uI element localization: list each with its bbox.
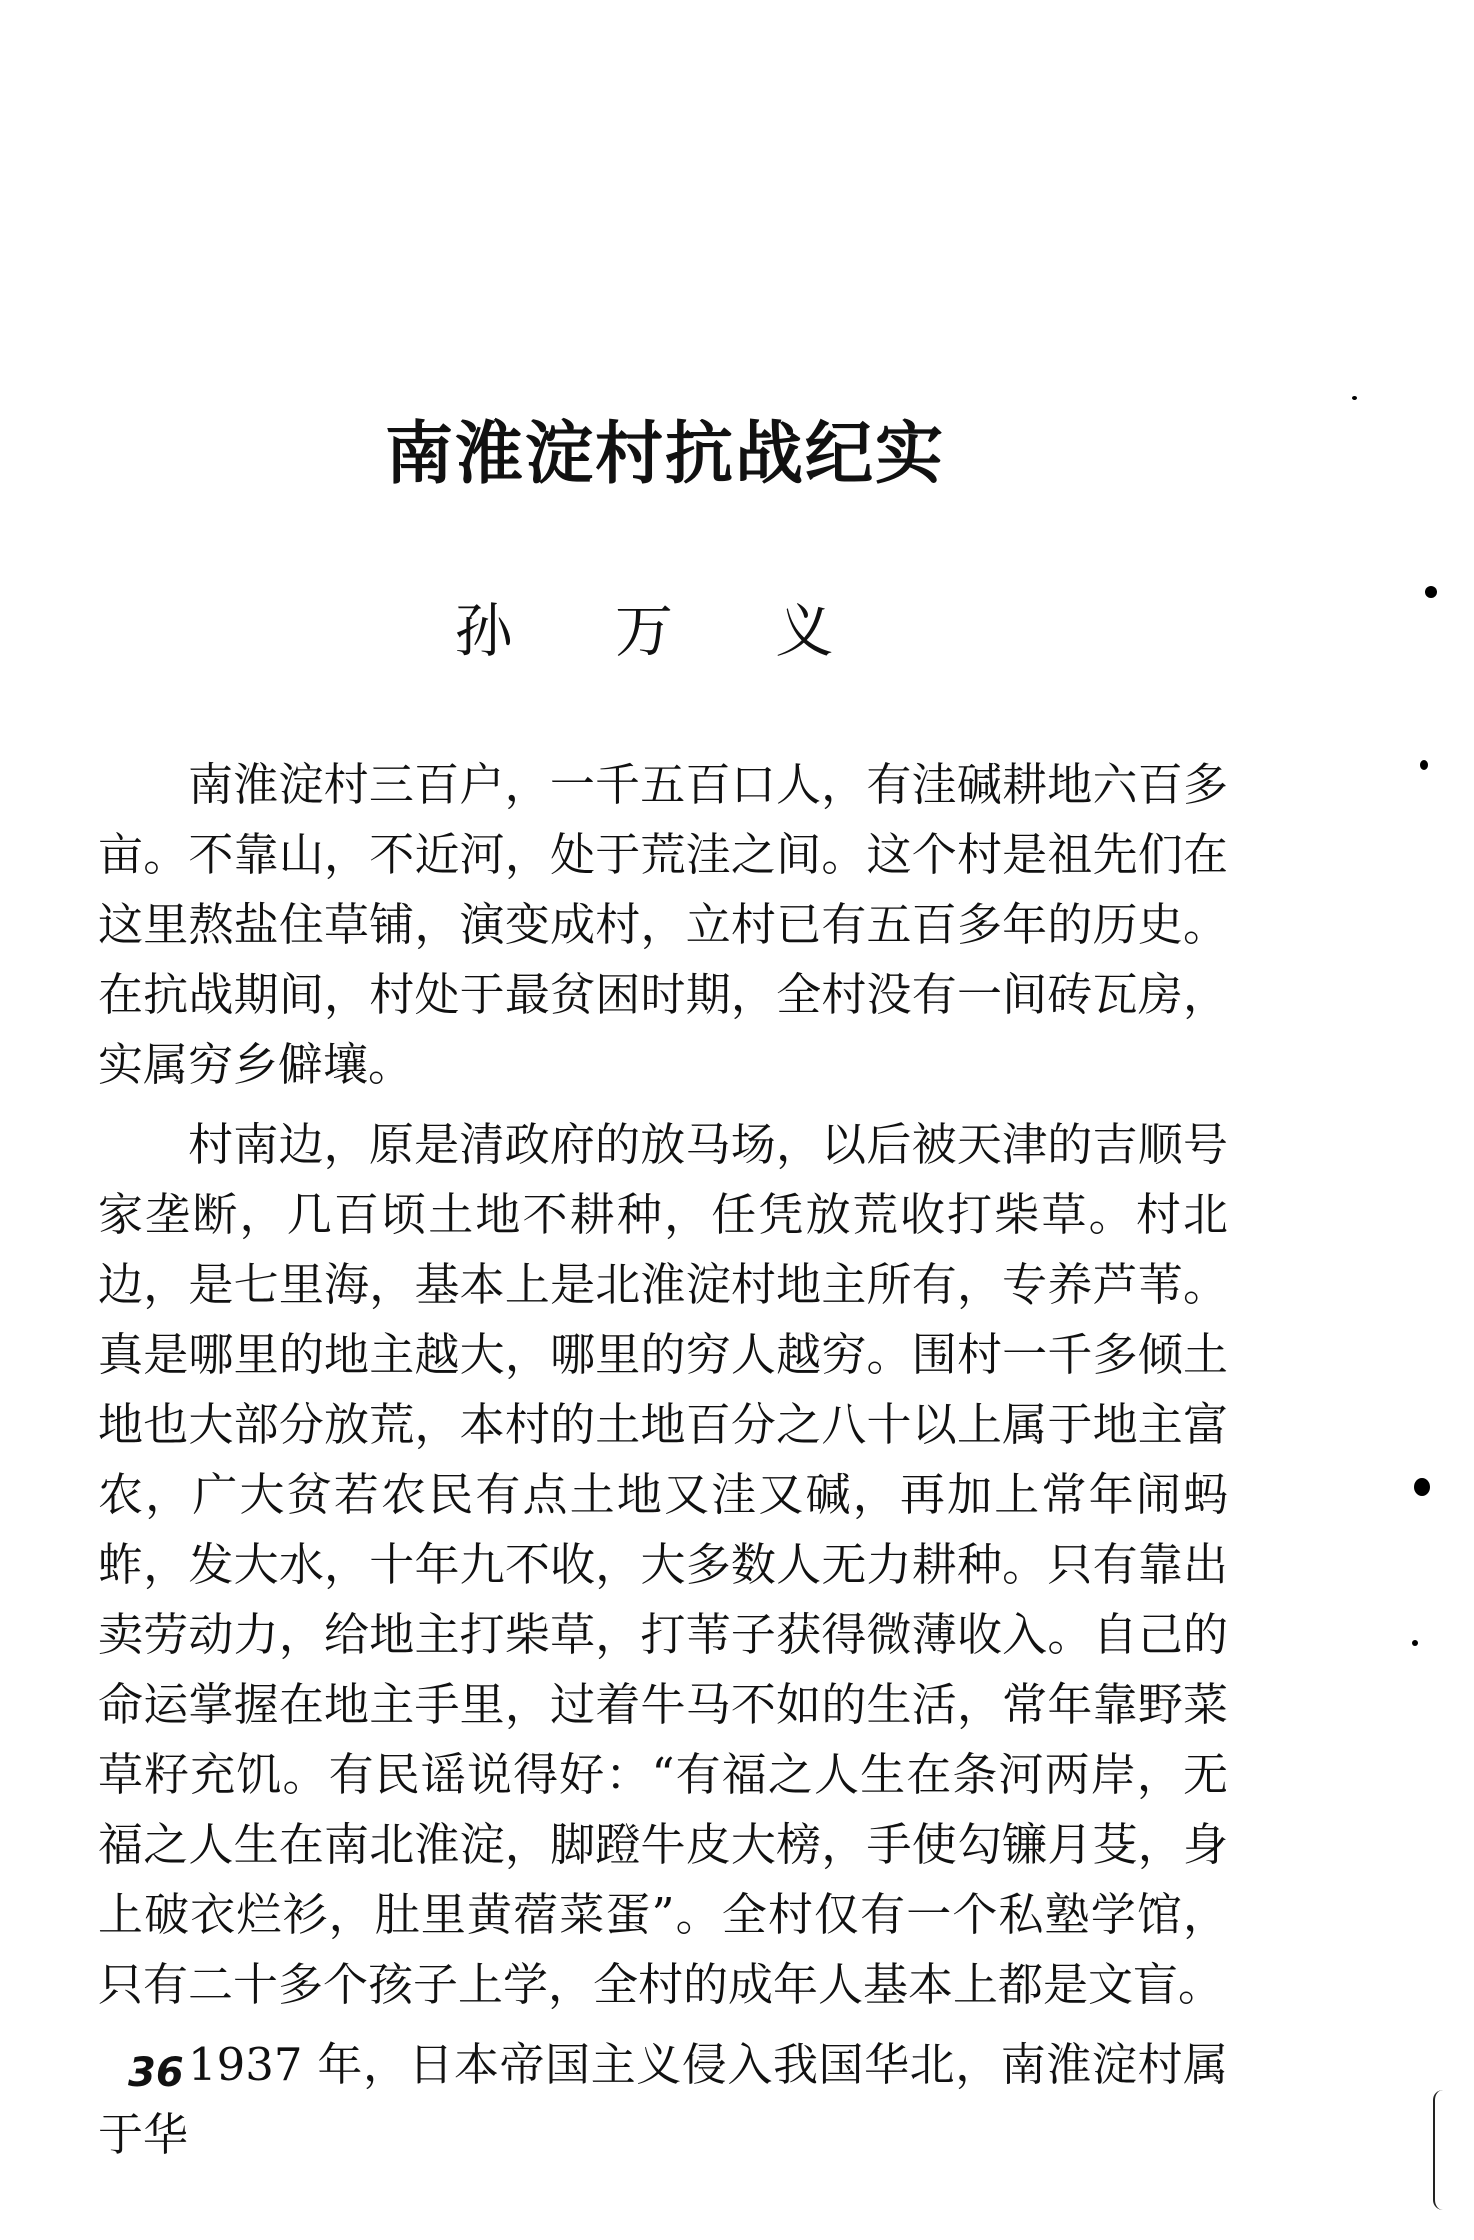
article-title: 南淮淀村抗战纪实	[384, 415, 945, 494]
scan-speck	[1425, 586, 1437, 598]
scan-speck	[1352, 396, 1357, 400]
scan-speck	[1414, 1478, 1430, 1496]
margin-bracket-mark	[1433, 2090, 1445, 2210]
scan-speck	[1412, 1640, 1418, 1646]
page-number: 36	[128, 2050, 184, 2096]
paragraph: 村南边，原是清政府的放马场，以后被天津的吉顺号家垄断，几百顷土地不耕种，任凭放荒收打柴草。村北边，是七里海，基本上是北淮淀村地主所有，专养芦苇。真是哪里的地主越大，哪里的穷人越穷。围村一千多倾土地也大部分放荒，本村的土地百分之八十以上属于地主富农，广大贫若农民有点土地又洼又碱，再加上常年闹蚂蚱，发大水，十年九不收，大多数人无力耕种。只有靠出卖劳动力，给地主打柴草，打苇子获得微薄收入。自己的命运掌握在地主手里，过着牛马不如的生活，常年靠野菜草籽充饥。有民谣说得好：“有福之人生在条河两岸，无福之人生在南北淮淀，脚蹬牛皮大榜，手使勾镰月芟，身上破衣烂衫，肚里黄蓿菜蛋”。全村仅有一个私塾学馆，只有二十多个孩子上学，全村的成年人基本上都是文盲。	[98, 1118, 1228, 2011]
paragraph: 1937 年，日本帝国主义侵入我国华北，南淮淀村属于华	[98, 2038, 1228, 2161]
paragraph: 南淮淀村三百户，一千五百口人，有洼碱耕地六百多亩。不靠山，不近河，处于荒洼之间。这个村是祖先们在这里熬盐住草铺，演变成村，立村已有五百多年的历史。在抗战期间，村处于最贫困时期，全村没有一间砖瓦房，实属穷乡僻壤。	[98, 758, 1228, 1091]
article-body	[98, 750, 1228, 2180]
article-author: 孙 万 义	[454, 597, 876, 665]
scan-speck	[1420, 760, 1428, 770]
